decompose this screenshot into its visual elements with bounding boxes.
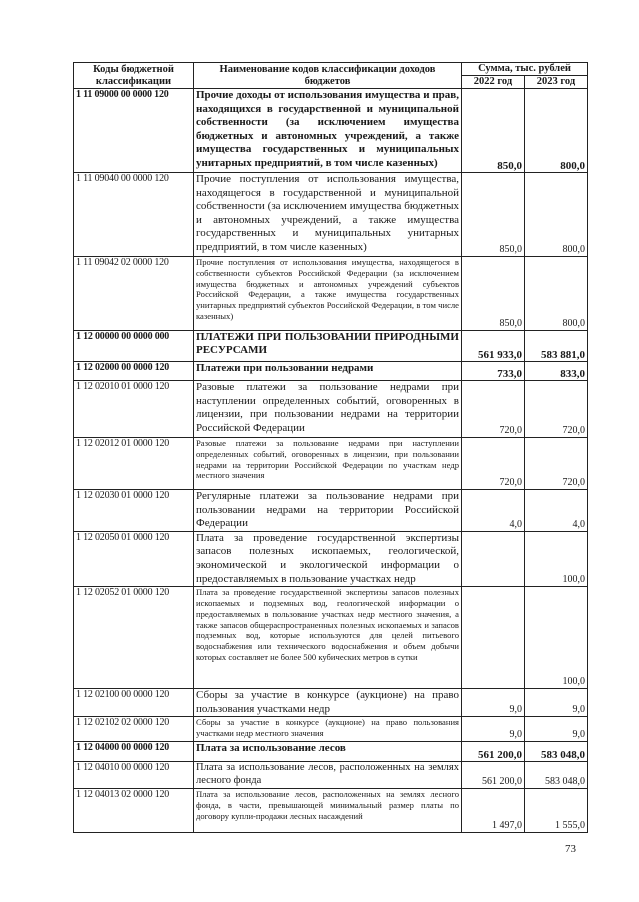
row-value-2022: 9,0 <box>462 689 525 717</box>
table-row <box>74 257 588 331</box>
row-name: Прочие поступления от использования имущества, находящегося в собственности субъектов Российской Федерации (за исключением имущества бюджетных и автономных учреждений субъектов Российской Федерации, а также имущества государственных унитарных предприятий субъектов Российской Федерации, в том числе казенных) <box>194 257 462 331</box>
row-value-2022: 850,0 <box>462 89 525 173</box>
table-row <box>74 362 588 381</box>
table-row <box>74 587 588 689</box>
row-value-2022: 561 200,0 <box>462 762 525 789</box>
row-value-2023: 833,0 <box>525 362 588 381</box>
row-value-2022: 720,0 <box>462 438 525 490</box>
row-value-2022: 850,0 <box>462 173 525 257</box>
row-code: 1 12 02102 02 0000 120 <box>74 717 194 742</box>
row-value-2022: 1 497,0 <box>462 789 525 833</box>
row-value-2023: 100,0 <box>525 587 588 689</box>
row-name: Прочие поступления от использования имущества, находящегося в государственной и муниципальной собственности (за исключением имущества бюджетных и автономных учреждений, а также имущества государственных и муниципальных унитарных предприятий, в том числе казенных) <box>194 173 462 257</box>
table-row <box>74 742 588 762</box>
year-2023-header: 2023 год <box>525 76 588 89</box>
row-code: 1 12 00000 00 0000 000 <box>74 331 194 362</box>
row-value-2022: 561 200,0 <box>462 742 525 762</box>
row-code: 1 12 02000 00 0000 120 <box>74 362 194 381</box>
row-value-2023: 800,0 <box>525 173 588 257</box>
row-code: 1 12 02050 01 0000 120 <box>74 531 194 586</box>
row-value-2022: 733,0 <box>462 362 525 381</box>
row-value-2022: 720,0 <box>462 381 525 438</box>
row-code: 1 12 02030 01 0000 120 <box>74 490 194 532</box>
row-value-2022: 9,0 <box>462 717 525 742</box>
row-name: Плата за проведение государственной экспертизы запасов полезных ископаемых и подземных вод, геологической информации о предоставляемых в пользование участках недр местного значения, а также запасов общераспространенных полезных ископаемых и запасов подземных вод, которые используются для целей питьевого водоснабжения или технического водоснабжения и объем добычи которых составляет не более 500 кубических метров в сутки <box>194 587 462 689</box>
row-code: 1 12 02052 01 0000 120 <box>74 587 194 689</box>
row-name: Плата за использование лесов <box>194 742 462 762</box>
table-row <box>74 789 588 833</box>
row-code: 1 12 04000 00 0000 120 <box>74 742 194 762</box>
table-row <box>74 438 588 490</box>
row-value-2022: 4,0 <box>462 490 525 532</box>
row-name: Сборы за участие в конкурсе (аукционе) на право пользования участками недр местного значения <box>194 717 462 742</box>
row-value-2023: 583 048,0 <box>525 762 588 789</box>
row-value-2022 <box>462 531 525 586</box>
row-value-2023: 100,0 <box>525 531 588 586</box>
row-name: Разовые платежи за пользование недрами при наступлении определенных событий, оговоренных в лицензии, при пользовании недрами на территории Российской Федерации <box>194 381 462 438</box>
codes-column-header: Коды бюджетной классификации <box>74 63 194 89</box>
table-row <box>74 331 588 362</box>
row-code: 1 12 04010 00 0000 120 <box>74 762 194 789</box>
name-column-header: Наименование кодов классификации доходов бюджетов <box>194 63 462 89</box>
row-code: 1 11 09042 02 0000 120 <box>74 257 194 331</box>
sum-column-header: Сумма, тыс. рублей <box>462 63 588 76</box>
table-row <box>74 89 588 173</box>
row-name: Регулярные платежи за пользование недрами при пользовании недрами на территории Российской Федерации <box>194 490 462 532</box>
row-value-2023: 583 881,0 <box>525 331 588 362</box>
table-row <box>74 531 588 586</box>
row-code: 1 11 09040 00 0000 120 <box>74 173 194 257</box>
table-row <box>74 173 588 257</box>
row-code: 1 11 09000 00 0000 120 <box>74 89 194 173</box>
row-value-2022: 850,0 <box>462 257 525 331</box>
row-value-2023: 1 555,0 <box>525 789 588 833</box>
row-name: Прочие доходы от использования имущества и прав, находящихся в государственной и муниципальной собственности (за исключением имущества бюджетных и автономных учреждений, а также имущества государственных и муниципальных унитарных предприятий, в том числе казенных) <box>194 89 462 173</box>
row-value-2023: 4,0 <box>525 490 588 532</box>
row-code: 1 12 02010 01 0000 120 <box>74 381 194 438</box>
row-name: ПЛАТЕЖИ ПРИ ПОЛЬЗОВАНИИ ПРИРОДНЫМИ РЕСУРСАМИ <box>194 331 462 362</box>
row-code: 1 12 02100 00 0000 120 <box>74 689 194 717</box>
row-value-2023: 583 048,0 <box>525 742 588 762</box>
row-value-2022: 561 933,0 <box>462 331 525 362</box>
budget-revenue-table <box>73 62 588 833</box>
row-value-2023: 800,0 <box>525 89 588 173</box>
row-name: Плата за проведение государственной экспертизы запасов полезных ископаемых, геологической, экономической и экологической информации о предоставляемых в пользование участках недр <box>194 531 462 586</box>
table-row <box>74 689 588 717</box>
row-value-2023: 800,0 <box>525 257 588 331</box>
row-code: 1 12 04013 02 0000 120 <box>74 789 194 833</box>
year-2022-header: 2022 год <box>462 76 525 89</box>
row-name: Плата за использование лесов, расположенных на землях лесного фонда, в части, превышающей минимальный размер платы по договору купли-продажи лесных насаждений <box>194 789 462 833</box>
row-value-2023: 720,0 <box>525 381 588 438</box>
row-value-2023: 9,0 <box>525 689 588 717</box>
row-value-2022 <box>462 587 525 689</box>
row-name: Платежи при пользовании недрами <box>194 362 462 381</box>
page-number: 73 <box>565 843 576 855</box>
row-value-2023: 720,0 <box>525 438 588 490</box>
row-name: Разовые платежи за пользование недрами при наступлении определенных событий, оговоренных в лицензии, при пользовании недрами на территории Российской Федерации по участкам недр местного значения <box>194 438 462 490</box>
row-code: 1 12 02012 01 0000 120 <box>74 438 194 490</box>
table-row <box>74 381 588 438</box>
row-name: Сборы за участие в конкурсе (аукционе) на право пользования участками недр <box>194 689 462 717</box>
row-value-2023: 9,0 <box>525 717 588 742</box>
table-row <box>74 717 588 742</box>
table-row <box>74 762 588 789</box>
table-row <box>74 490 588 532</box>
row-name: Плата за использование лесов, расположенных на землях лесного фонда <box>194 762 462 789</box>
